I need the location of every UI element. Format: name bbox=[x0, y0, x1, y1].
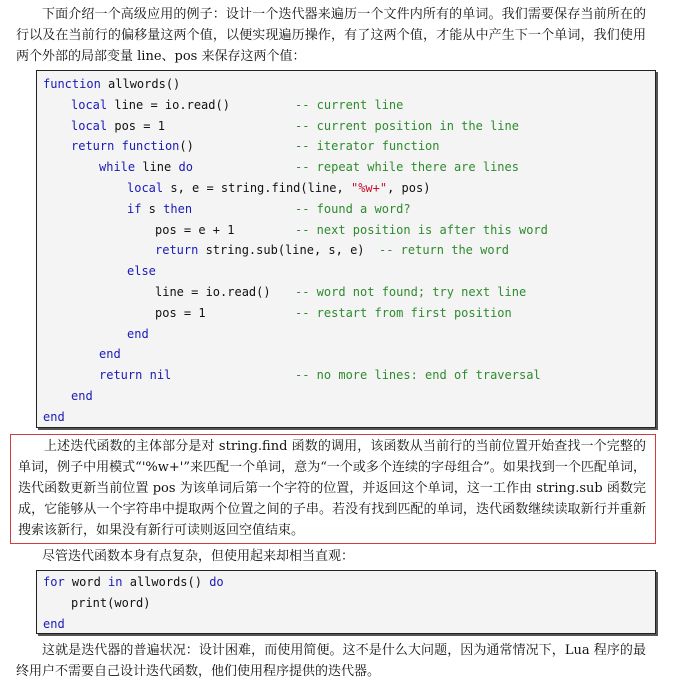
code-text bbox=[114, 139, 121, 153]
code-line bbox=[155, 282, 271, 302]
code-line bbox=[127, 199, 192, 219]
code-text: () bbox=[179, 139, 194, 154]
code-text: pos = 1 bbox=[155, 305, 206, 320]
code-line bbox=[155, 303, 206, 323]
code-text: line bbox=[135, 160, 179, 175]
code-keyword: if bbox=[127, 201, 142, 216]
code-keyword: end bbox=[127, 326, 149, 341]
code-line bbox=[127, 178, 430, 198]
code-keyword: local bbox=[71, 97, 108, 112]
code-text: string.sub(line, s, e) bbox=[198, 243, 379, 258]
code-line bbox=[99, 344, 121, 364]
code-text: allwords() bbox=[122, 575, 210, 589]
code-keyword: local bbox=[127, 181, 164, 195]
code-keyword: do bbox=[178, 160, 193, 175]
code-comment: -- current position in the line bbox=[295, 118, 519, 133]
code-line bbox=[43, 74, 180, 94]
code-string: "%w+" bbox=[350, 181, 388, 195]
closing-paragraph: 这就是迭代器的普遍状况：设计困难，而使用简便。这不是什么大问题，因为通常情况下，Lua 程序的最终用户不需要自己设计迭代函数，他们使用程序提供的迭代器。 bbox=[16, 643, 646, 679]
code-text: allwords() bbox=[100, 77, 181, 91]
code-line bbox=[71, 386, 93, 406]
code-keyword: for bbox=[43, 575, 65, 589]
code-keyword: end bbox=[99, 347, 121, 362]
code-line bbox=[71, 593, 150, 613]
code-line bbox=[99, 157, 193, 177]
code-line bbox=[71, 136, 194, 156]
code-keyword: do bbox=[209, 575, 224, 589]
code-block-allwords bbox=[36, 70, 656, 428]
code-keyword: while bbox=[99, 160, 136, 175]
code-comment: -- repeat while there are lines bbox=[295, 160, 519, 175]
code-line bbox=[71, 95, 230, 115]
intro-paragraph: 下面介绍一个高级应用的例子：设计一个迭代器来遍历一个文件内所有的单词。我们需要保存当前所在的行以及在当前行的偏移量这两个值，以便实现遍历操作，有了这两个值，才能从中产生下一个单词，我们使用两个外部的局部变量 line、pos 来保存这两个值： bbox=[16, 7, 646, 64]
usage-paragraph: 尽管迭代函数本身有点复杂，但使用起来却相当直观： bbox=[42, 549, 355, 564]
code-keyword: end bbox=[43, 616, 65, 631]
code-text: s, e = string.find(line, bbox=[163, 181, 351, 195]
code-line bbox=[71, 116, 165, 136]
code-text bbox=[142, 368, 149, 382]
code-keyword: function bbox=[121, 139, 180, 154]
code-keyword: nil bbox=[149, 368, 172, 383]
code-keyword: return bbox=[155, 243, 199, 258]
code-comment: -- restart from first position bbox=[295, 305, 512, 320]
code-line bbox=[99, 365, 171, 385]
code-text: , pos) bbox=[387, 181, 431, 195]
code-comment: -- word not found; try next line bbox=[295, 285, 527, 299]
code-comment: -- found a word? bbox=[295, 201, 411, 216]
code-comment: -- current line bbox=[295, 97, 404, 112]
code-text: pos = 1 bbox=[107, 118, 165, 133]
code-comment: -- no more lines: end of traversal bbox=[295, 368, 541, 383]
code-keyword: else bbox=[127, 264, 156, 279]
code-text: line = io.read() bbox=[155, 285, 271, 299]
code-text: line = io.read() bbox=[107, 97, 230, 112]
code-text: s bbox=[141, 201, 164, 216]
code-keyword: end bbox=[71, 389, 93, 403]
code-text: pos = e + 1 bbox=[155, 222, 235, 237]
code-keyword: then bbox=[163, 201, 193, 216]
code-comment: -- next position is after this word bbox=[295, 222, 548, 237]
code-line bbox=[43, 614, 65, 634]
code-line bbox=[43, 407, 65, 427]
code-block-usage bbox=[36, 570, 656, 634]
code-keyword: return bbox=[71, 139, 115, 154]
code-keyword: end bbox=[43, 409, 65, 424]
code-keyword: in bbox=[108, 575, 123, 589]
code-line bbox=[127, 324, 149, 344]
code-text: print(word) bbox=[71, 595, 151, 610]
code-line bbox=[43, 572, 224, 592]
code-line bbox=[155, 220, 234, 240]
code-comment: -- iterator function bbox=[295, 139, 440, 154]
code-keyword: return bbox=[99, 368, 143, 383]
code-line bbox=[155, 240, 509, 260]
code-line bbox=[127, 261, 156, 281]
code-keyword: local bbox=[71, 118, 108, 133]
code-text: word bbox=[64, 575, 109, 589]
explain-paragraph: 上述迭代函数的主体部分是对 string.find 函数的调用，该函数从当前行的当前位置开始查找一个完整的单词，例子中用模式“'%w+'”来匹配一个单词，意为“一个或多个连续的字母组合”。如果找到一个匹配单词，迭代函数更新当前位置 pos 为该单词后第一个字符的位置，并返回这个单词，这一工作由 string.sub 函数完成，它能够从一个字符串中提取两个位置之间的子串。若没有找到匹配的单词，迭代函数继续读取新行并重新搜索该新行，如果没有新行可读则返回空值结束。 bbox=[18, 439, 646, 538]
code-comment: -- return the word bbox=[378, 243, 510, 258]
code-keyword: function bbox=[43, 77, 101, 91]
